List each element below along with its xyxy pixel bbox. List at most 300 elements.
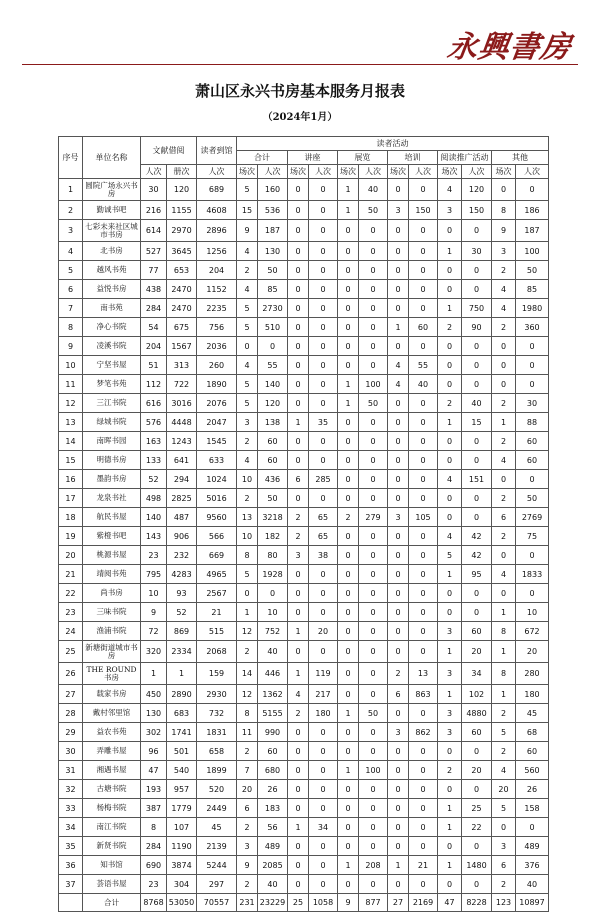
- table-row: [59, 622, 549, 641]
- header-lending-books: 册次: [167, 165, 197, 179]
- data-cell: 304: [167, 875, 197, 894]
- table-row: [59, 375, 549, 394]
- data-cell: 515: [197, 622, 237, 641]
- data-cell: 2: [492, 318, 516, 337]
- header-people: 人次: [516, 165, 549, 179]
- data-cell: 119: [309, 663, 338, 685]
- data-cell: 1243: [167, 432, 197, 451]
- data-cell: 0: [359, 318, 388, 337]
- data-cell: 1: [338, 394, 359, 413]
- data-cell: 6: [288, 470, 309, 489]
- data-cell: 0: [237, 584, 258, 603]
- data-cell: 633: [197, 451, 237, 470]
- data-cell: 0: [438, 356, 462, 375]
- unit-name: 靖阅书苑: [83, 565, 141, 584]
- data-cell: 40: [516, 875, 549, 894]
- unit-name: 凌溪书院: [83, 337, 141, 356]
- data-cell: 204: [141, 337, 167, 356]
- data-cell: 6: [388, 685, 409, 704]
- data-cell: 1899: [197, 761, 237, 780]
- data-cell: 0: [388, 179, 409, 201]
- data-cell: 1: [438, 299, 462, 318]
- data-cell: 0: [288, 489, 309, 508]
- data-cell: 3016: [167, 394, 197, 413]
- data-cell: 0: [288, 220, 309, 242]
- table-row: [59, 470, 549, 489]
- data-cell: 0: [438, 280, 462, 299]
- data-cell: 0: [388, 641, 409, 663]
- data-cell: 5: [237, 179, 258, 201]
- data-cell: 0: [359, 875, 388, 894]
- header-divider: [22, 64, 578, 65]
- header-sessions: 场次: [438, 165, 462, 179]
- data-cell: 65: [309, 508, 338, 527]
- data-cell: 2: [288, 704, 309, 723]
- data-cell: 0: [409, 337, 438, 356]
- data-cell: 40: [258, 875, 288, 894]
- data-cell: 0: [492, 179, 516, 201]
- data-cell: 1155: [167, 201, 197, 220]
- data-cell: 0: [388, 280, 409, 299]
- data-cell: 180: [309, 704, 338, 723]
- data-cell: 0: [409, 451, 438, 470]
- data-cell: 1: [288, 663, 309, 685]
- data-cell: 0: [288, 565, 309, 584]
- data-cell: 3: [388, 508, 409, 527]
- data-cell: 100: [359, 375, 388, 394]
- table-row: [59, 837, 549, 856]
- data-cell: 0: [516, 818, 549, 837]
- total-label: 合计: [83, 894, 141, 912]
- data-cell: 204: [197, 261, 237, 280]
- data-cell: 260: [197, 356, 237, 375]
- data-cell: 2: [237, 432, 258, 451]
- data-cell: 284: [141, 299, 167, 318]
- data-cell: 3: [438, 704, 462, 723]
- data-cell: 0: [462, 432, 492, 451]
- data-cell: 3: [492, 837, 516, 856]
- data-cell: 1567: [167, 337, 197, 356]
- data-cell: 0: [388, 799, 409, 818]
- data-cell: 0: [338, 641, 359, 663]
- data-cell: 50: [258, 489, 288, 508]
- table-row: [59, 704, 549, 723]
- data-cell: 616: [141, 394, 167, 413]
- total-cell: 8768: [141, 894, 167, 912]
- data-cell: 0: [338, 546, 359, 565]
- data-cell: 5244: [197, 856, 237, 875]
- data-cell: 0: [388, 261, 409, 280]
- data-cell: 0: [309, 220, 338, 242]
- data-cell: 672: [516, 622, 549, 641]
- data-cell: 0: [338, 242, 359, 261]
- data-cell: 4448: [167, 413, 197, 432]
- data-cell: 30: [516, 394, 549, 413]
- data-cell: 0: [359, 356, 388, 375]
- data-cell: 2449: [197, 799, 237, 818]
- row-number: 20: [59, 546, 83, 565]
- data-cell: 42: [462, 546, 492, 565]
- data-cell: 2: [237, 818, 258, 837]
- data-cell: 5: [237, 299, 258, 318]
- data-cell: 0: [309, 780, 338, 799]
- data-cell: 4: [237, 356, 258, 375]
- data-cell: 0: [359, 641, 388, 663]
- data-cell: 12: [237, 685, 258, 704]
- table-row: [59, 565, 549, 584]
- data-cell: 0: [309, 761, 338, 780]
- data-cell: 2: [288, 508, 309, 527]
- total-cell: 2169: [409, 894, 438, 912]
- data-cell: 47: [141, 761, 167, 780]
- table-row: [59, 799, 549, 818]
- table-row: [59, 299, 549, 318]
- data-cell: 51: [141, 356, 167, 375]
- unit-name: 渔浦书院: [83, 622, 141, 641]
- data-cell: 0: [359, 432, 388, 451]
- row-number: 29: [59, 723, 83, 742]
- data-cell: 0: [338, 799, 359, 818]
- data-cell: 2: [438, 394, 462, 413]
- data-cell: 0: [359, 780, 388, 799]
- data-cell: 0: [492, 546, 516, 565]
- data-cell: 2: [438, 761, 462, 780]
- data-cell: 138: [258, 413, 288, 432]
- row-number: 27: [59, 685, 83, 704]
- data-cell: 0: [409, 546, 438, 565]
- data-cell: 0: [516, 179, 549, 201]
- data-cell: 80: [258, 546, 288, 565]
- header-people: 人次: [309, 165, 338, 179]
- data-cell: 133: [141, 451, 167, 470]
- data-cell: 690: [141, 856, 167, 875]
- data-cell: 4: [237, 242, 258, 261]
- data-cell: 5155: [258, 704, 288, 723]
- data-cell: 5: [237, 394, 258, 413]
- data-cell: 0: [492, 818, 516, 837]
- row-number: 13: [59, 413, 83, 432]
- row-number: 35: [59, 837, 83, 856]
- data-cell: 0: [338, 261, 359, 280]
- data-cell: 3: [237, 413, 258, 432]
- data-cell: 0: [462, 584, 492, 603]
- data-cell: 0: [516, 470, 549, 489]
- table-row: [59, 413, 549, 432]
- unit-name: 墨韵书房: [83, 470, 141, 489]
- data-cell: 34: [462, 663, 492, 685]
- data-cell: 2036: [197, 337, 237, 356]
- data-cell: 13: [409, 663, 438, 685]
- data-cell: 0: [462, 375, 492, 394]
- data-cell: 50: [258, 261, 288, 280]
- data-cell: 217: [309, 685, 338, 704]
- data-cell: 55: [258, 356, 288, 375]
- data-cell: 5: [492, 799, 516, 818]
- data-cell: 0: [388, 704, 409, 723]
- data-cell: 0: [409, 394, 438, 413]
- data-cell: 0: [388, 837, 409, 856]
- data-cell: 8: [237, 546, 258, 565]
- data-cell: 0: [309, 603, 338, 622]
- data-cell: 60: [516, 742, 549, 761]
- data-cell: 0: [388, 337, 409, 356]
- table-row: [59, 201, 549, 220]
- data-cell: 566: [197, 527, 237, 546]
- data-cell: 0: [409, 761, 438, 780]
- data-cell: 20: [462, 641, 492, 663]
- data-cell: 12: [237, 622, 258, 641]
- row-number: 16: [59, 470, 83, 489]
- data-cell: 0: [388, 299, 409, 318]
- data-cell: 2: [492, 742, 516, 761]
- data-cell: 510: [258, 318, 288, 337]
- total-cell: 8228: [462, 894, 492, 912]
- data-cell: 2825: [167, 489, 197, 508]
- row-number: 10: [59, 356, 83, 375]
- data-cell: 14: [237, 663, 258, 685]
- data-cell: 0: [438, 837, 462, 856]
- data-cell: 689: [197, 179, 237, 201]
- data-cell: 990: [258, 723, 288, 742]
- table-row: [59, 780, 549, 799]
- data-cell: 10: [237, 470, 258, 489]
- data-cell: 186: [516, 201, 549, 220]
- report-body: [59, 179, 549, 894]
- unit-name: 益农书苑: [83, 723, 141, 742]
- data-cell: 1: [167, 663, 197, 685]
- data-cell: 50: [516, 261, 549, 280]
- data-cell: 0: [438, 432, 462, 451]
- data-cell: 0: [309, 856, 338, 875]
- data-cell: 40: [462, 394, 492, 413]
- table-row: [59, 318, 549, 337]
- data-cell: 0: [409, 470, 438, 489]
- data-cell: 1928: [258, 565, 288, 584]
- data-cell: 0: [409, 179, 438, 201]
- data-cell: 520: [197, 780, 237, 799]
- data-cell: 52: [141, 470, 167, 489]
- table-row: [59, 856, 549, 875]
- data-cell: 0: [438, 489, 462, 508]
- data-cell: 100: [516, 242, 549, 261]
- data-cell: 0: [309, 799, 338, 818]
- data-cell: 2: [492, 261, 516, 280]
- data-cell: 1: [438, 799, 462, 818]
- table-row: [59, 432, 549, 451]
- header-people: 人次: [409, 165, 438, 179]
- data-cell: 120: [167, 179, 197, 201]
- data-cell: 1980: [516, 299, 549, 318]
- data-cell: 0: [359, 603, 388, 622]
- data-cell: 2: [237, 489, 258, 508]
- data-cell: 2334: [167, 641, 197, 663]
- data-cell: 3218: [258, 508, 288, 527]
- data-cell: 15: [462, 413, 492, 432]
- data-cell: 4: [438, 527, 462, 546]
- data-cell: 2085: [258, 856, 288, 875]
- table-row: [59, 761, 549, 780]
- data-cell: 0: [338, 875, 359, 894]
- data-cell: 0: [359, 799, 388, 818]
- row-number: 28: [59, 704, 83, 723]
- data-cell: 527: [141, 242, 167, 261]
- data-cell: 489: [258, 837, 288, 856]
- data-cell: 1779: [167, 799, 197, 818]
- total-cell: 25: [288, 894, 309, 912]
- data-cell: 52: [167, 603, 197, 622]
- report-period: （2024年1月）: [262, 112, 338, 123]
- row-number: 15: [59, 451, 83, 470]
- data-cell: 34: [309, 818, 338, 837]
- data-cell: 957: [167, 780, 197, 799]
- data-cell: 2: [237, 742, 258, 761]
- row-number: 19: [59, 527, 83, 546]
- data-cell: 0: [309, 179, 338, 201]
- data-cell: 0: [288, 875, 309, 894]
- data-cell: 0: [288, 584, 309, 603]
- unit-name: 尚书房: [83, 584, 141, 603]
- data-cell: 20: [462, 761, 492, 780]
- data-cell: 0: [338, 818, 359, 837]
- data-cell: 2: [492, 527, 516, 546]
- data-cell: 1: [438, 242, 462, 261]
- data-cell: 387: [141, 799, 167, 818]
- data-cell: 60: [258, 451, 288, 470]
- data-cell: 0: [462, 603, 492, 622]
- data-cell: 1362: [258, 685, 288, 704]
- data-cell: 1: [492, 603, 516, 622]
- unit-name: 桃源书屋: [83, 546, 141, 565]
- data-cell: 0: [516, 546, 549, 565]
- data-cell: 0: [309, 489, 338, 508]
- data-cell: 95: [462, 565, 492, 584]
- data-cell: 143: [141, 527, 167, 546]
- data-cell: 130: [258, 242, 288, 261]
- data-cell: 0: [388, 818, 409, 837]
- data-cell: 0: [359, 837, 388, 856]
- data-cell: 4: [492, 280, 516, 299]
- data-cell: 23: [141, 546, 167, 565]
- data-cell: 4: [237, 451, 258, 470]
- data-cell: 0: [288, 179, 309, 201]
- data-cell: 0: [516, 584, 549, 603]
- data-cell: 182: [258, 527, 288, 546]
- row-number: 11: [59, 375, 83, 394]
- data-cell: 4: [438, 470, 462, 489]
- unit-name: THE ROUND书房: [83, 663, 141, 685]
- data-cell: 3: [438, 201, 462, 220]
- data-cell: 4283: [167, 565, 197, 584]
- data-cell: 2: [492, 489, 516, 508]
- data-cell: 2970: [167, 220, 197, 242]
- data-cell: 50: [359, 201, 388, 220]
- data-cell: 0: [338, 451, 359, 470]
- data-cell: 9: [492, 220, 516, 242]
- data-cell: 0: [492, 470, 516, 489]
- data-cell: 0: [438, 603, 462, 622]
- data-cell: 0: [309, 261, 338, 280]
- data-cell: 906: [167, 527, 197, 546]
- data-cell: 0: [462, 220, 492, 242]
- data-cell: 9560: [197, 508, 237, 527]
- data-cell: 0: [409, 641, 438, 663]
- row-number: 9: [59, 337, 83, 356]
- data-cell: 107: [167, 818, 197, 837]
- data-cell: 0: [309, 837, 338, 856]
- data-cell: 732: [197, 704, 237, 723]
- data-cell: 0: [338, 622, 359, 641]
- data-cell: 102: [462, 685, 492, 704]
- header-group-exhibition: 展览: [338, 151, 388, 165]
- data-cell: 0: [288, 280, 309, 299]
- data-cell: 2076: [197, 394, 237, 413]
- data-cell: 0: [359, 663, 388, 685]
- data-cell: 26: [258, 780, 288, 799]
- data-cell: 0: [288, 432, 309, 451]
- data-cell: 163: [141, 432, 167, 451]
- header-sessions: 场次: [237, 165, 258, 179]
- unit-name: 知书馆: [83, 856, 141, 875]
- data-cell: 0: [359, 546, 388, 565]
- data-cell: 9: [141, 603, 167, 622]
- data-cell: 0: [338, 685, 359, 704]
- data-cell: 2: [492, 704, 516, 723]
- data-cell: 1: [438, 641, 462, 663]
- data-cell: 2: [237, 641, 258, 663]
- data-cell: 302: [141, 723, 167, 742]
- data-cell: 0: [309, 201, 338, 220]
- header-sessions: 场次: [388, 165, 409, 179]
- unit-name: 杨梅书院: [83, 799, 141, 818]
- data-cell: 96: [141, 742, 167, 761]
- row-number: 30: [59, 742, 83, 761]
- data-cell: 50: [359, 394, 388, 413]
- data-cell: 9: [237, 856, 258, 875]
- data-cell: 0: [309, 394, 338, 413]
- table-row: [59, 356, 549, 375]
- table-row: [59, 451, 549, 470]
- row-number: 24: [59, 622, 83, 641]
- monthly-report-table: [58, 136, 549, 912]
- data-cell: 0: [309, 451, 338, 470]
- data-cell: 0: [338, 220, 359, 242]
- data-cell: 2: [492, 432, 516, 451]
- row-number: 2: [59, 201, 83, 220]
- data-cell: 0: [388, 546, 409, 565]
- data-cell: 187: [516, 220, 549, 242]
- table-row: [59, 179, 549, 201]
- data-cell: 13: [237, 508, 258, 527]
- data-cell: 0: [309, 641, 338, 663]
- data-cell: 0: [409, 299, 438, 318]
- data-cell: 869: [167, 622, 197, 641]
- data-cell: 0: [438, 508, 462, 527]
- data-cell: 40: [359, 179, 388, 201]
- data-cell: 0: [288, 641, 309, 663]
- data-cell: 0: [309, 242, 338, 261]
- data-cell: 0: [388, 489, 409, 508]
- table-row: [59, 723, 549, 742]
- data-cell: 0: [409, 875, 438, 894]
- data-cell: 4: [492, 761, 516, 780]
- data-cell: 0: [438, 220, 462, 242]
- data-cell: 6: [237, 799, 258, 818]
- data-cell: 0: [309, 280, 338, 299]
- data-cell: 0: [409, 818, 438, 837]
- data-cell: 45: [516, 704, 549, 723]
- report-title: 萧山区永兴书房基本服务月报表: [194, 82, 405, 100]
- data-cell: 297: [197, 875, 237, 894]
